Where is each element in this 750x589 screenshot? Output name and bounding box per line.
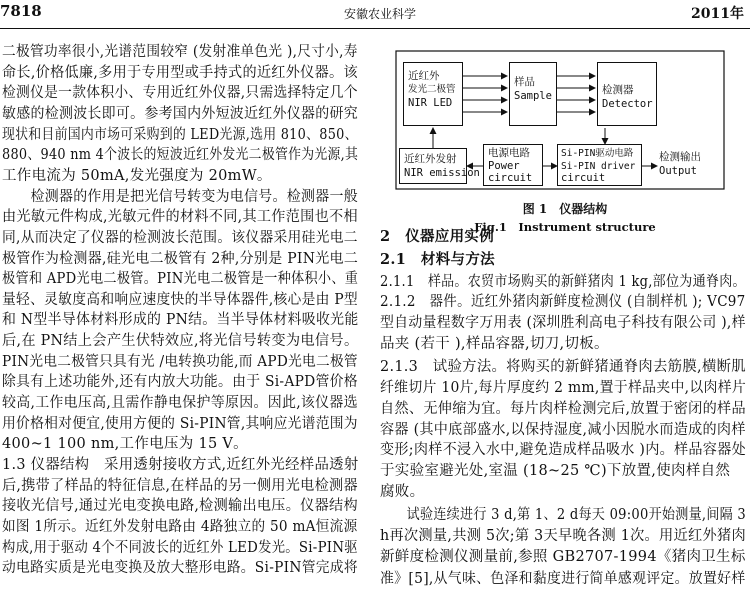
text-line: 于实验室避光处,室温 (18~25 ℃)下放置,使肉样自然 (380, 463, 731, 479)
text-line: 极管和 APD光电二极管。PIN光电二极管是一种体积小、重 (2, 271, 359, 288)
text-line: 构成,用于驱动 4个不同波长的近红外 LED发光。Si-PIN驱 (2, 539, 358, 556)
text-line: 自然、无伸缩为宜。每片肉样检测完后,放置于密闭的样品 (380, 401, 746, 417)
text-line: 1.3 仪器结构 采用透射接收方式,近红外光经样品透射 (2, 457, 359, 473)
text-line: 极管作为检测器,硅光电二极管有 2种,分别是 PIN光电二 (2, 250, 359, 267)
output-label-en: Output (659, 165, 697, 177)
text-line: 用价格相对便宜,使用方便的 Si-PIN管,其响应光谱范围为 (2, 415, 358, 432)
text-line: 腐败。 (380, 484, 425, 500)
text-line: 型自动量程数字万用表 (深圳胜利高电子科技有限公司 ),样 (380, 315, 746, 331)
text-line: 2.1.3 试验方法。将购买的新鲜猪通脊肉去筋膜,横断肌 (380, 359, 746, 375)
text-line: 由光敏元件构成,光敏元件的材料不同,其工作范围也不相 (2, 209, 358, 226)
text-line: 二极管功率很小,光谱范围较窄 (发射准单色光 ),尺寸小,寿 (2, 44, 358, 60)
figure-caption-en: Fig.1 Instrument structure (474, 220, 656, 234)
instrument-structure-diagram (395, 50, 725, 198)
journal-name: 安徽农业科学 (343, 7, 416, 21)
section-heading: 2.1 材料与方法 (380, 251, 495, 268)
text-line: 准》[5],从气味、色泽和黏度进行简单感观评定。放置好样 (380, 571, 746, 587)
output-label-cn: 检测输出 (659, 151, 701, 163)
text-line: 后,携带了样品的特征信息,在样品的另一侧用光电检测器 (2, 477, 358, 494)
text-line: 880、940 nm 4个波长的短波近红外发光二极管作为光源,其 (2, 147, 359, 164)
text-line: 检测器的作用是把光信号转变为电信号。检测器一般 (2, 188, 358, 205)
text-line: 较高,工作电压高,且需作静电保护等原因。因此,该仪器选 (2, 395, 358, 412)
text-line: 容器 (其中底部盛水,以保持湿度,减小因脱水而造成的肉样 (380, 422, 746, 438)
text-line: 试验连续进行 3 d,第 1、2 d每天 09:00开始测量,间隔 3 (380, 507, 747, 523)
text-line: 工作电流为 50mA,发光强度为 20mW。 (2, 167, 272, 184)
text-line: 纤维切片 10片,每片厚度约 2 mm,置于样品夹中,以肉样片 (380, 380, 747, 396)
text-line: h再次测量,共测 5次;第 3天早晚各测 1次。用近红外猪肉 (380, 528, 746, 544)
text-line: 如图 1所示。近红外发射电路由 4路独立的 50 mA恒流源 (2, 518, 358, 535)
text-line: PIN光电二极管只具有光 /电转换功能,而 APD光电二极管 (2, 353, 358, 370)
text-line: 接收光信号,通过光电变换电路,检测输出电压。仪器结构 (2, 498, 358, 515)
text-line: 除具有上述功能外,还有内放大功能。由于 Si-APD管价格 (2, 374, 358, 391)
text-line: 和 N型半导体材料形成的 PN结。当半导体材料吸收光能 (2, 312, 359, 329)
text-line: 品夹 (若干 ),样品容器,切刀,切板。 (380, 336, 609, 352)
sample-box: 样品 Sample (509, 62, 557, 126)
text-line: 400~1 100 nm,工作电压为 15 V。 (2, 436, 248, 453)
power-circuit-box: 电源电路 Power circuit (483, 144, 543, 186)
figure-caption-cn: 图 1 仪器结构 (522, 202, 608, 216)
text-line: 动电路实质是光电变换及放大整形电路。Si-PIN管完成将 (2, 560, 358, 577)
header-rule (0, 28, 750, 29)
text-line: 2.1.2 器件。近红外猪肉新鲜度检测仪 (自制样机 ); VC97 (380, 294, 746, 310)
nir-emission-box: 近红外发射 NIR emission (399, 148, 467, 184)
text-line: 量轻、灵敏度高和响应速度快的半导体器件,核心是由 P型 (2, 291, 358, 308)
text-line: 现状和目前国内市场可采购到的 LED光源,选用 810、850、 (2, 126, 358, 143)
text-line: 命长,价格低廉,多用于专用型或手持式的近红外仪器。该 (2, 64, 358, 81)
detector-box: 检测器 Detector (597, 62, 657, 126)
text-line: 敏感的检测波长即可。参考国内外短波近红外仪器的研究 (2, 105, 358, 122)
text-line: 同,从而决定了仪器的检测波长范围。该仪器采用硅光电二 (2, 229, 358, 246)
text-line: 2.1.1 样品。农贸市场购买的新鲜猪肉 1 kg,部位为通脊肉。 (380, 274, 746, 290)
text-line: 变形;肉样不浸入水中,避免造成样品吸水 )内。样品容器处 (380, 442, 747, 458)
page-number: 7818 (0, 2, 42, 20)
text-line: 检测仪是一款体积小、专用近红外仪器,只需选择特定几个 (2, 85, 358, 102)
nir-led-box: 近红外 发光二极管 NIR LED (403, 62, 463, 126)
text-line: 新鲜度检测仪测量前,参照 GB2707-1994《猪肉卫生标 (380, 549, 746, 565)
si-pin-driver-box: Si-PIN驱动电路 Si-PIN driver circuit (557, 144, 642, 186)
text-line: 后,在 PN结上会产生伏特效应,将光信号转变为电信号。 (2, 333, 359, 350)
publication-year: 2011年 (691, 6, 744, 22)
section-heading: 2 仪器应用实例 (380, 228, 494, 245)
